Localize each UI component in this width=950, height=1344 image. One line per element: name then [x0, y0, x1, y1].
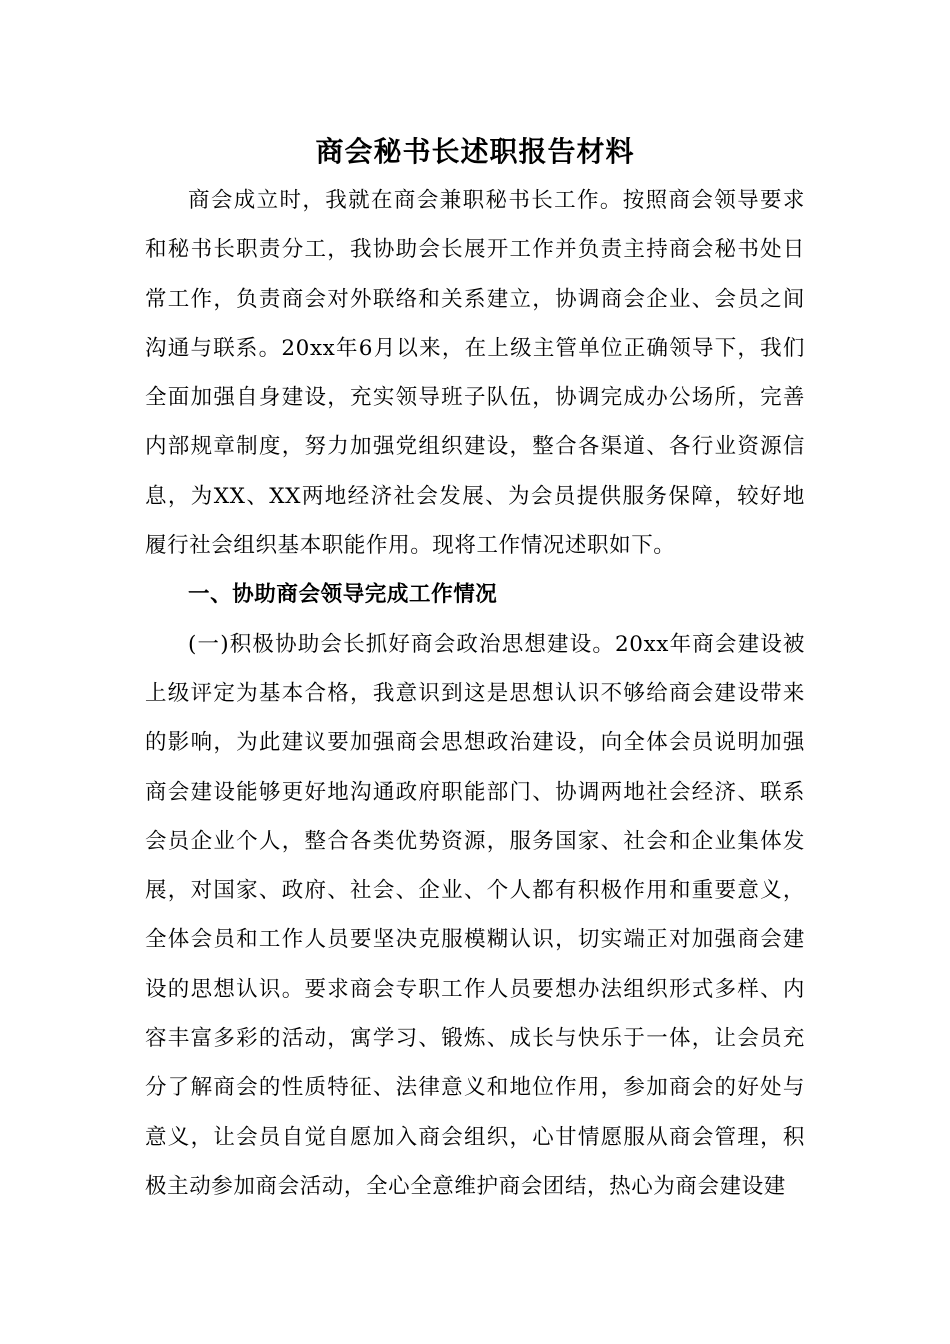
- document-title: 商会秘书长述职报告材料: [315, 135, 635, 168]
- section-heading: 一、协助商会领导完成工作情况: [188, 582, 498, 608]
- section-paragraph: (一)积极协助会长抓好商会政治思想建设。20xx年商会建设被上级评定为基本合格，我意识到这是思想认识不够给商会建设带来的影响，为此建议要加强商会思想政治建设，向全体会员说明加强商会建设能够更好地沟通政府职能部门、协调两地社会经济、联系会员企业个人，整合各类优势资源，服务国家、社会和企业集体发展，对国家、政府、社会、企业、个人都有积极作用和重要意义，全体会员和工作人员要坚决克服模糊认识，切实端正对加强商会建设的思想认识。要求商会专职工作人员要想办法组织形式多样、内容丰富多彩的活动，寓学习、锻炼、成长与快乐于一体，让会员充分了解商会的性质特征、法律意义和地位作用，参加商会的好处与意义，让会员自觉自愿加入商会组织，心甘情愿服从商会管理，积极主动参加商会活动，全心全意维护商会团结，热心为商会建设建: [145, 631, 805, 1199]
- document-body: [145, 176, 805, 1211]
- intro-paragraph: 商会成立时，我就在商会兼职秘书长工作。按照商会领导要求和秘书长职责分工，我协助会长展开工作并负责主持商会秘书处日常工作，负责商会对外联络和关系建立，协调商会企业、会员之间沟通与联系。20xx年6月以来，在上级主管单位正确领导下，我们全面加强自身建设，充实领导班子队伍，协调完成办公场所，完善内部规章制度，努力加强党组织建设，整合各渠道、各行业资源信息，为XX、XX两地经济社会发展、为会员提供服务保障，较好地履行社会组织基本职能作用。现将工作情况述职如下。: [145, 188, 805, 559]
